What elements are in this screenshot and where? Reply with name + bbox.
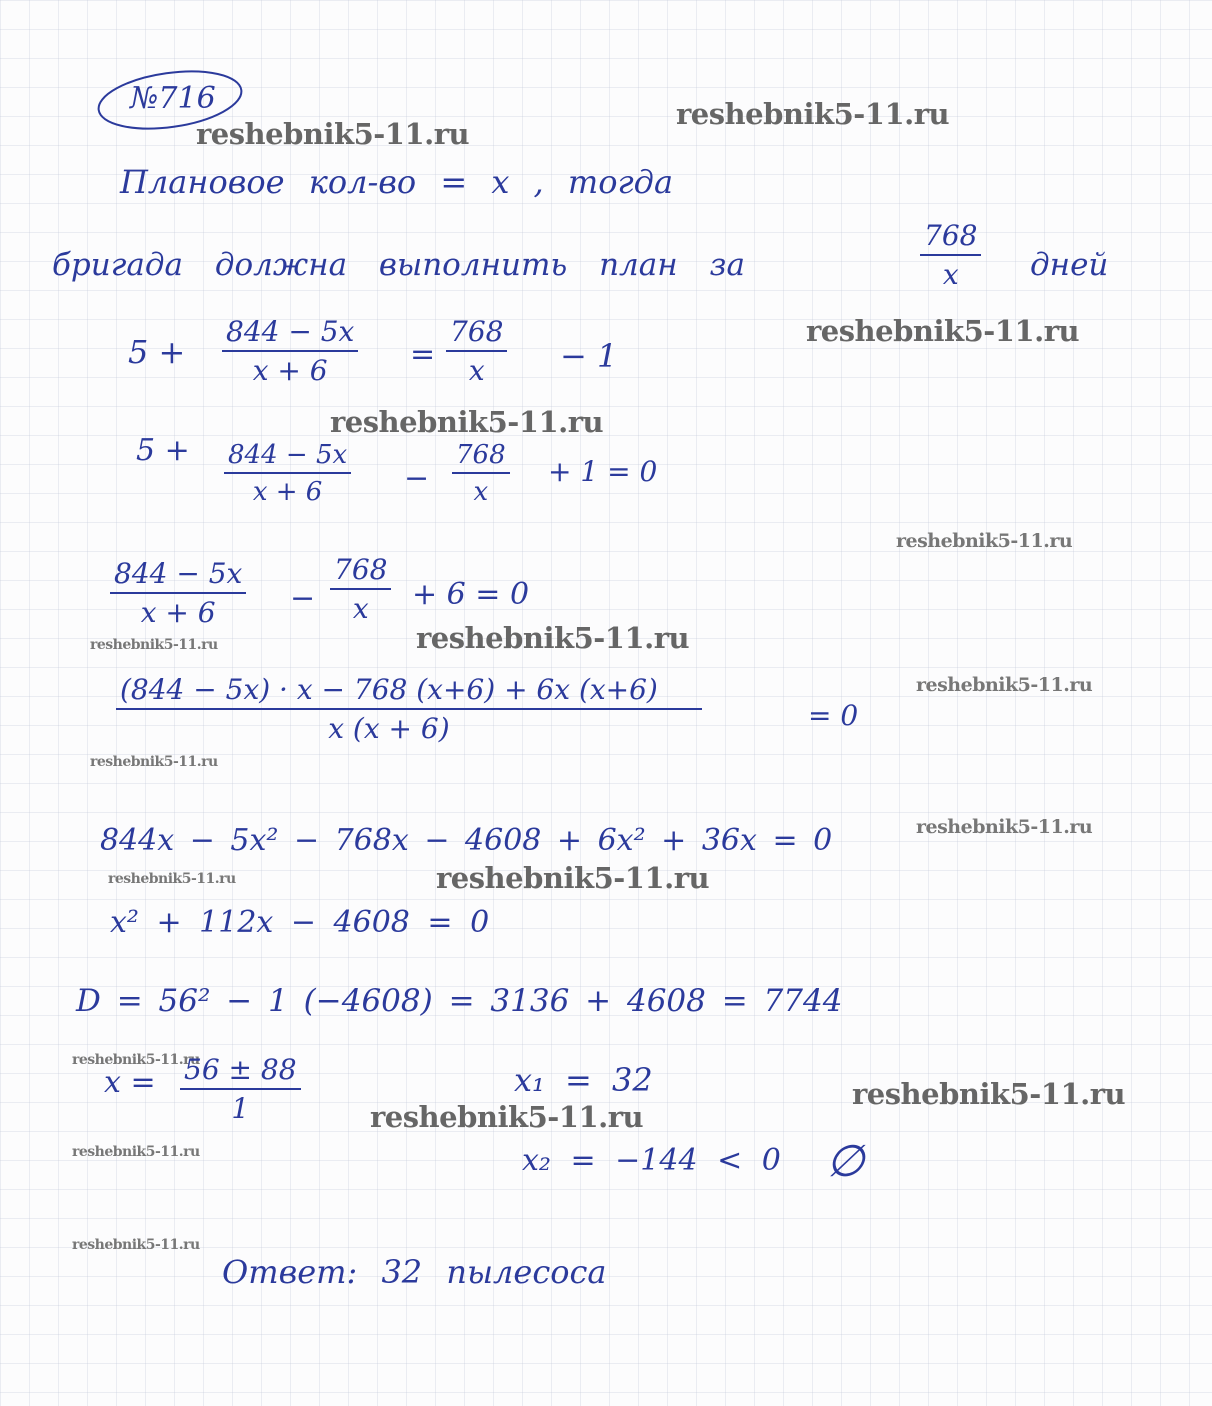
watermark: reshebnik5-11.ru: [90, 637, 218, 653]
fraction-numerator: (844 − 5x) · x − 768 (x+6) + 6x (x+6): [120, 673, 658, 706]
fraction-numerator: 768: [450, 315, 504, 348]
fraction-numerator: 844 − 5x: [228, 440, 348, 470]
watermark: reshebnik5-11.ru: [916, 816, 1093, 838]
eq2-fraction: [224, 442, 351, 505]
eq2-rhs-fraction: [452, 442, 510, 505]
watermark: reshebnik5-11.ru: [196, 117, 470, 151]
watermark: reshebnik5-11.ru: [72, 1052, 200, 1068]
eq1-lhs: 5 +: [128, 333, 186, 371]
eq1-fraction: [222, 315, 358, 387]
watermark: reshebnik5-11.ru: [896, 530, 1073, 552]
root-x: x =: [104, 1065, 156, 1100]
fraction-denominator: x: [468, 354, 485, 387]
eq1-end: − 1: [560, 337, 618, 375]
watermark: reshebnik5-11.ru: [330, 405, 604, 439]
empty-set-mark: ∅: [826, 1136, 865, 1187]
fraction-numerator: 844 − 5x: [226, 315, 355, 348]
watermark: reshebnik5-11.ru: [916, 674, 1093, 696]
root-fraction: [180, 1053, 301, 1125]
eq5: 844x − 5x² − 768x − 4608 + 6x² + 36x = 0: [100, 823, 833, 858]
eq3-end: + 6 = 0: [412, 577, 530, 612]
fraction-denominator: x: [473, 477, 489, 507]
watermark: reshebnik5-11.ru: [370, 1100, 644, 1134]
fraction-numerator: 768: [334, 553, 388, 586]
answer: Ответ: 32 пылесоса: [222, 1253, 607, 1291]
intro-line-2-end: дней: [1030, 247, 1109, 283]
root-x2: x₂ = −144 < 0: [522, 1143, 781, 1178]
root-x1: x₁ = 32: [514, 1061, 653, 1099]
watermark: reshebnik5-11.ru: [416, 621, 690, 655]
eq2-lhs: 5 +: [136, 433, 190, 468]
fraction-denominator: x: [942, 258, 959, 291]
watermark: reshebnik5-11.ru: [108, 871, 236, 887]
watermark: reshebnik5-11.ru: [852, 1077, 1126, 1111]
fraction-numerator: 56 ± 88: [184, 1053, 297, 1086]
eq2-minus: −: [404, 461, 430, 496]
watermark: reshebnik5-11.ru: [72, 1237, 200, 1253]
watermark: reshebnik5-11.ru: [806, 314, 1080, 348]
watermark: reshebnik5-11.ru: [676, 97, 950, 131]
intro-fraction: [920, 219, 981, 291]
fraction-denominator: x + 6: [252, 477, 323, 507]
eq1-rhs-fraction: [446, 315, 507, 387]
discriminant: D = 56² − 1 (−4608) = 3136 + 4608 = 7744: [76, 983, 843, 1019]
eq3-fraction: [110, 557, 246, 629]
intro-line-1: Плановое кол-во = x , тогда: [120, 163, 674, 201]
watermark: reshebnik5-11.ru: [90, 754, 218, 770]
fraction-numerator: 844 − 5x: [114, 557, 243, 590]
eq2-end: + 1 = 0: [548, 455, 658, 488]
eq3-minus: −: [290, 581, 316, 616]
intro-line-2: бригада должна выполнить план за: [52, 247, 745, 283]
fraction-denominator: x + 6: [140, 596, 216, 629]
eq1-equals: =: [410, 337, 436, 372]
fraction-denominator: x + 6: [252, 354, 328, 387]
eq6: x² + 112x − 4608 = 0: [110, 905, 490, 940]
fraction-denominator: 1: [231, 1092, 250, 1125]
problem-number: №716: [130, 81, 216, 116]
eq4-fraction: [116, 673, 662, 745]
fraction-denominator: x (x + 6): [328, 712, 450, 745]
eq3-rhs-fraction: [330, 553, 391, 625]
watermark: reshebnik5-11.ru: [72, 1144, 200, 1160]
watermark: reshebnik5-11.ru: [436, 861, 710, 895]
fraction-numerator: 768: [456, 440, 506, 470]
fraction-numerator: 768: [924, 219, 978, 252]
fraction-denominator: x: [352, 592, 369, 625]
eq4-end: = 0: [808, 699, 859, 732]
